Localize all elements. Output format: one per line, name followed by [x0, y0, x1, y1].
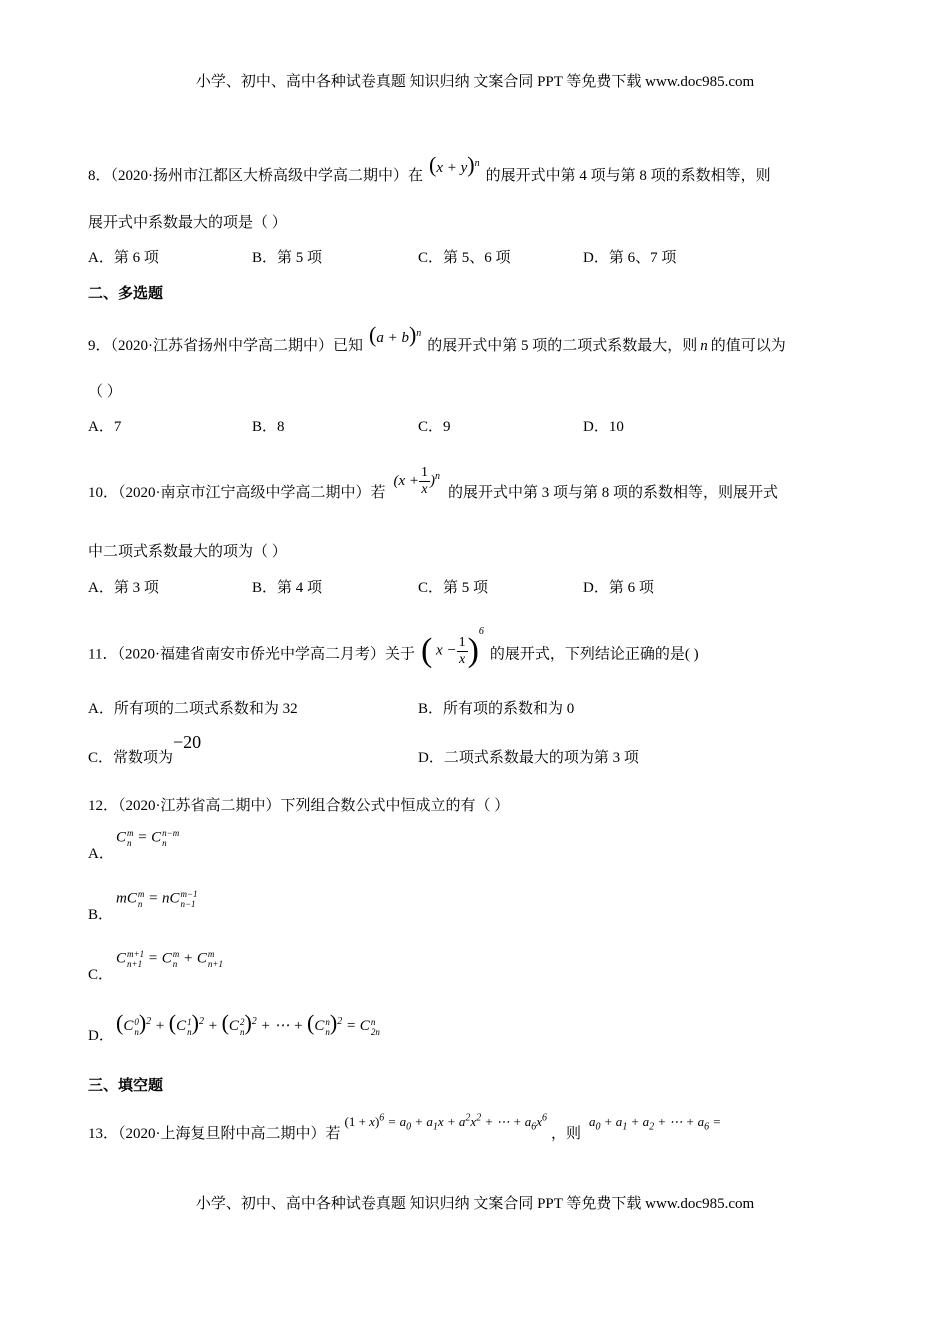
question-12: 12．（2020·江苏省高二期中）下列组合数公式中恒成立的有（ ） [88, 798, 510, 814]
q12-option-b [88, 889, 198, 924]
q12-option-b-formula: mC m n = nC m−1 n−1 [116, 889, 198, 909]
q9-option-d: D．10 [583, 419, 624, 435]
q12-option-c [88, 949, 223, 984]
question-11 [88, 626, 699, 674]
section-multiple-choice: 二、多选题 [88, 286, 164, 302]
question-13 [88, 1112, 722, 1143]
q8-suffix: 的展开式中第 4 项与第 8 项的系数相等，则 [485, 168, 771, 184]
page-header: 小学、初中、高中各种试卷真题 知识归纳 文案合同 PPT 等免费下载 www.doc985.com [195, 74, 755, 90]
q10-prefix: 10．（2020·南京市江宁高级中学高二期中）若 [88, 484, 386, 501]
q9-suffix-a: 的展开式中第 5 项的二项式系数最大，则 [427, 338, 698, 354]
q11-option-b: B．所有项的系数和为 0 [418, 701, 575, 717]
q9-formula: $(a + b)^n$ [369, 322, 422, 347]
q12-option-c-formula: C m+1 n+1 = C m n + C m n+1 [116, 949, 223, 969]
q8-line2: 展开式中系数最大的项是（ ） [88, 215, 287, 231]
q13-prefix: 13．（2020·上海复旦附中高二期中）若 [88, 1126, 341, 1142]
q9-option-a: A．7 [88, 419, 122, 435]
q9-option-b: B．8 [252, 419, 285, 435]
q9-suffix-b: 的值可以为 [710, 338, 786, 354]
q9-n: n [700, 338, 708, 354]
q10-suffix: 的展开式中第 3 项与第 8 项的系数相等，则展开式 [448, 484, 779, 501]
q10-formula: (x + $\frac{1}{x}$ )$^n$ [393, 465, 441, 497]
q11-option-c-label: C．常数项为 [88, 750, 174, 766]
q12-option-a-formula: C m n = C n−m n [116, 828, 180, 848]
q13-formula-1: $(1 + x)^6 = a_0 + a_1x + a^2x^2$ + ⋯ + $a_6x^6$ [344, 1112, 548, 1133]
q9-prefix: 9．（2020·江苏省扬州中学高二期中）已知 [88, 338, 363, 354]
q10-line2: 中二项式系数最大的项为（ ） [88, 544, 287, 560]
q12-option-b-label: B． [88, 907, 114, 923]
q9-option-c: C．9 [418, 419, 451, 435]
q11-option-d: D．二项式系数最大的项为第 3 项 [418, 750, 639, 766]
q13-middle: ，则 [551, 1126, 582, 1142]
q10-option-d: D．第 6 项 [583, 580, 654, 596]
q8-formula: $(x + y)^n$ [429, 152, 480, 177]
question-10 [88, 465, 779, 510]
question-8 [88, 152, 771, 186]
question-9 [88, 322, 786, 356]
q8-option-b: B．第 5 项 [252, 250, 323, 266]
q10-option-a: A．第 3 项 [88, 580, 159, 596]
q8-option-a: A．第 6 项 [88, 250, 159, 266]
q13-formula-2: $a_0 + a_1 + a_2$ + ⋯ + $a_6$ = [589, 1114, 722, 1133]
page-footer: 小学、初中、高中各种试卷真题 知识归纳 文案合同 PPT 等免费下载 www.doc985.com [195, 1196, 755, 1212]
q12-option-a-label: A． [88, 846, 114, 862]
section-fill-blank: 三、填空题 [88, 1078, 164, 1094]
q12-option-a [88, 828, 180, 863]
q11-option-c [88, 732, 202, 767]
q12-option-c-label: C． [88, 967, 114, 983]
q11-formula: ( x − $\frac{1}{x}$ )$^6$ [420, 626, 484, 669]
q11-suffix: 的展开式，下列结论正确的是( ) [489, 646, 699, 663]
q11-option-a: A．所有项的二项式系数和为 32 [88, 701, 298, 717]
q8-option-c: C．第 5、6 项 [418, 250, 511, 266]
q12-option-d-formula: (C 0 n )$^2$ + (C 1 n )$^2$ + (C 2 n )$^2$ + ⋯ + (C n n )$^2$ = C n 2n [116, 1010, 380, 1037]
q12-option-d [88, 1010, 380, 1045]
q11-prefix: 11．（2020·福建省南安市侨光中学高二月考）关于 [88, 646, 415, 663]
q10-option-c: C．第 5 项 [418, 580, 489, 596]
q10-option-b: B．第 4 项 [252, 580, 323, 596]
q9-line2: （ ） [88, 384, 122, 400]
q8-option-d: D．第 6、7 项 [583, 250, 677, 266]
q11-option-c-value: −20 [173, 732, 202, 752]
q8-prefix: 8．（2020·扬州市江都区大桥高级中学高二期中）在 [88, 168, 423, 184]
q12-option-d-label: D． [88, 1028, 114, 1044]
